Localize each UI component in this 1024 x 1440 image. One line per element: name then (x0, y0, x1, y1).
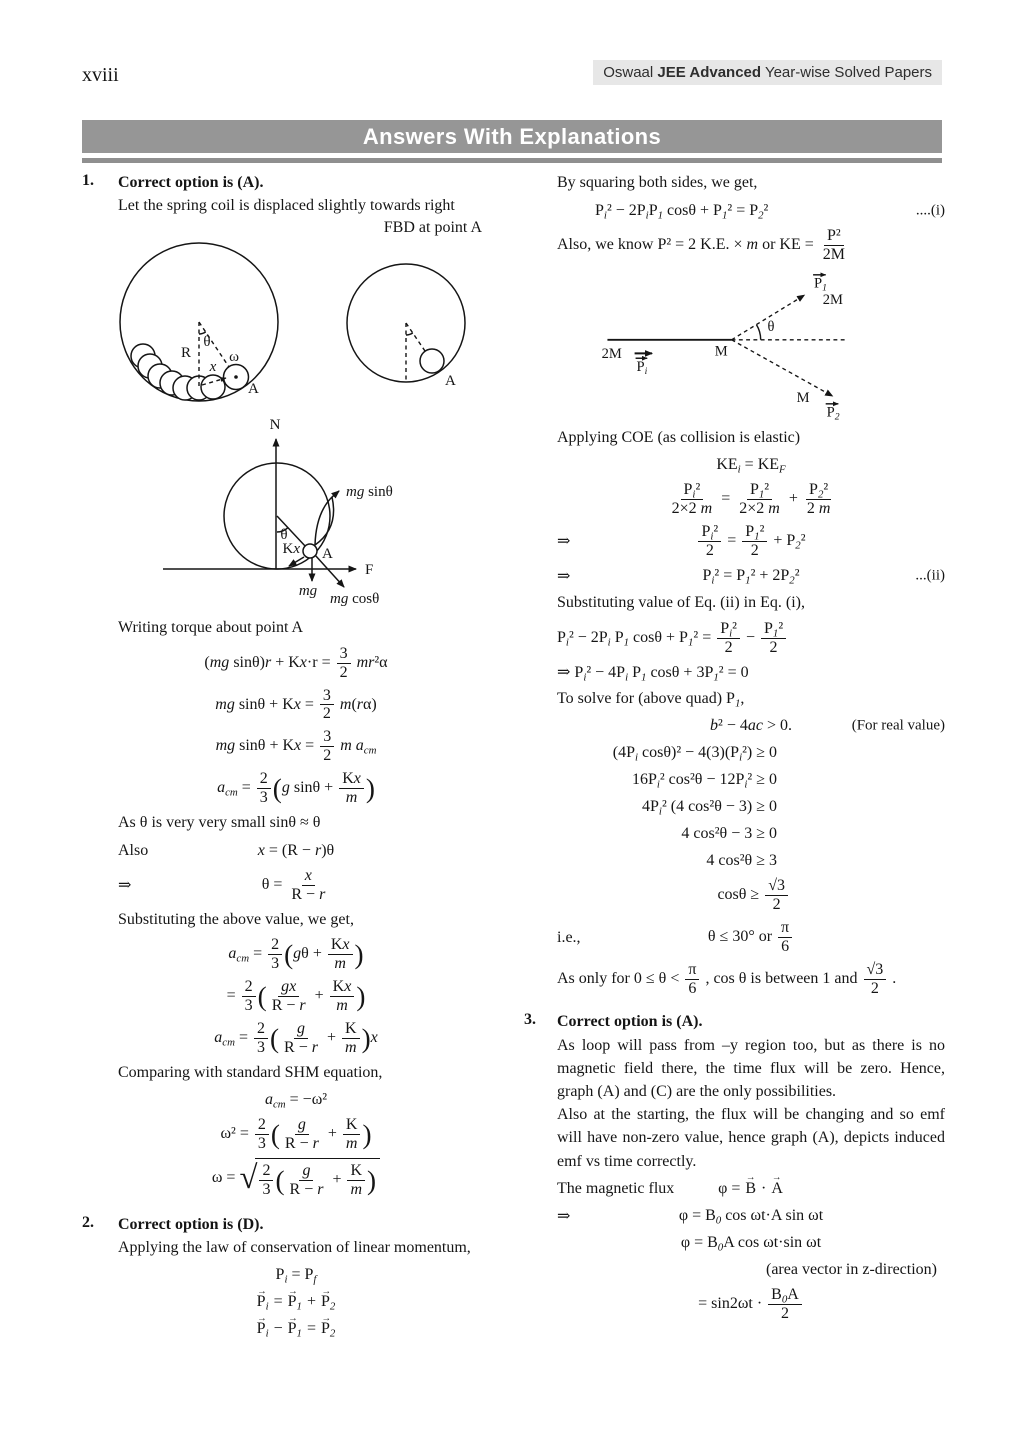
answer-item-3 (524, 1011, 945, 1328)
equation-line: ($4P_i$ $\cos\theta)^2 - 4(3)(P_i^2) \ge 0$ (612, 744, 777, 764)
label-mass-1: 2M (822, 291, 843, 308)
equation-line: $P_i = P_f$ (275, 1266, 317, 1286)
fbd-caption: FBD at point A (383, 219, 482, 237)
equation-line: i.e., θ ≤ 30° or $\frac{\pi}{6}$ (557, 919, 945, 956)
equation-line: As only for 0 ≤ θ < $\frac{\pi}{6}$ , cos θ is between 1 and $\frac{√3}{2}$ . (557, 961, 897, 997)
equation-line: cosθ ≥ $\frac{√3}{2}$ (557, 877, 945, 914)
brand-bold: JEE Advanced (657, 64, 762, 81)
small-angle-text: As θ is very very small sinθ ≈ θ (118, 814, 321, 831)
equation-line: ω² = $\frac{2}{3}$ ( $\frac{g}{R - r}$ + $\frac{K}{m}$ ) (220, 1116, 372, 1153)
label-A: A (322, 546, 333, 563)
answer-item-2-continued (524, 172, 945, 1003)
equation-line: b² − 4ac > 0. (For real value) (710, 717, 945, 735)
label-mass-incoming: 2M (601, 345, 622, 362)
page-header (82, 60, 942, 85)
intro-line: Applying the law of conservation of linear momentum, (118, 1238, 471, 1256)
label-N: N (269, 417, 281, 434)
equation-line: → $P_i$ − → $P_1$ = → $P_2$ (256, 1312, 336, 1340)
equation-line: $16P_i^2$ $\cos^2\theta - 12P_i^2 \ge 0$ (631, 771, 777, 791)
equation-line: 4 cos²θ ≥ 3 (706, 852, 777, 870)
page-number: xviii (82, 64, 119, 86)
substitute-text: Substituting the above value, we get, (118, 910, 354, 928)
equation-line: ⇒ $\frac{P_i^2}{2}$ = $\frac{P_1^2}{2}$ + $P_2^2$ (557, 523, 806, 559)
right-column (524, 170, 945, 1328)
label-x: x (209, 359, 217, 376)
brand-box (593, 60, 942, 85)
label-theta: θ (280, 527, 288, 544)
quadratic-equations (557, 620, 945, 998)
equation-line: = $\frac{2}{3}$ ( $\frac{gx}{R - r}$ + $\frac{Kx}{m}$ ) (226, 978, 366, 1014)
item-number-spacer (524, 172, 557, 1003)
equation-line: $a_{cm}$ = $\frac{2}{3}$ (g sinθ + $\frac{Kx}{m}$ ) (217, 770, 375, 807)
section-banner (82, 120, 942, 153)
momentum-equations (118, 1264, 510, 1340)
answer-item-2 (82, 1214, 510, 1345)
label-P1: $P_1$ (814, 274, 827, 293)
squaring-text: By squaring both sides, we get, (557, 174, 758, 191)
torque-equations (118, 645, 510, 807)
equation-line: ⇒ $P_i^2 = P_1^2 + 2P_2^2$ ...(ii) (557, 566, 945, 587)
coe-equations (557, 454, 945, 587)
equation-line: $a_{cm}$ = $\frac{2}{3}$ (gθ + $\frac{Kx}{m}$ ) (228, 936, 364, 973)
equation-line: ⇒ $\varphi = B_0$ cos ωt·A sin ωt (557, 1206, 824, 1226)
equation-line: ⇒ $P_i^2 - 4P_i$ $P_1$ $\cos\theta + 3P_1^2 = 0$ (557, 664, 749, 684)
label-theta: θ (203, 334, 211, 351)
label-F: F (365, 562, 374, 579)
equation-line: ⇒ θ = $\frac{x}{R - r}$ (118, 866, 326, 903)
equation-line: To solve for (above quad) $P_1$, (557, 690, 745, 710)
label-mg: mg (298, 583, 318, 600)
label-A: A (248, 381, 259, 398)
torque-text: Writing torque about point A (118, 619, 304, 637)
left-column (82, 170, 510, 1345)
equation-line: → $P_i$ = → $P_1$ + → $P_2$ (256, 1285, 336, 1313)
equation-line: mg sinθ + Kx = $\frac{3}{2}$ m(rα) (215, 686, 377, 723)
equation-line: Also, we know P² = 2 K.E. × m or KE = $\frac{\text{P²}}{2M}$ (557, 226, 845, 263)
ball (420, 349, 444, 373)
equation-line: 4 cos²θ − 3 ≥ 0 (681, 825, 777, 843)
label-mg-cos: mg cosθ (330, 591, 380, 608)
also-equations (118, 840, 510, 904)
item-number: 1. (82, 172, 94, 189)
intro-line: Let the spring coil is displaced slightly towards right (118, 196, 455, 214)
spring-circle-diagram (118, 239, 538, 417)
item-body (557, 1011, 945, 1328)
equation-line: $4P_i^2$ (4 cos²θ − 3) ≥ 0 (642, 798, 777, 818)
equation-line: $\varphi = B_0A$ cos ωt·sin ωt (680, 1233, 822, 1253)
brand-post: Year-wise Solved Papers (761, 64, 932, 81)
collision-diagram (557, 269, 945, 427)
label-mass-2: M (796, 389, 810, 406)
coe-text: Applying COE (as collision is elastic) (557, 428, 801, 446)
label-theta: θ (767, 318, 775, 335)
equation-line: The magnetic flux φ = → B · → A (557, 1171, 783, 1197)
equation-line: $P_i^2 - 2P_i$ $P_1$ $\cos\theta + P_1^2$ = $\frac{P_i^2}{2}$ − $\frac{P_1^2}{2}$ (557, 620, 945, 657)
force-diagram-group (163, 417, 393, 607)
fbd-circle (347, 264, 465, 389)
answer-heading: Correct option is (D). (118, 1216, 264, 1234)
equation-line: mg sinθ + Kx = $\frac{3}{2}$ m $a_{cm}$ (215, 728, 377, 765)
label-R: R (180, 345, 191, 362)
equation-line: $\frac{P_i^2}{2\times 2 m}$ = $\frac{P_1^2}{2\times 2 m}$ + $\frac{P_2^2}{2 m}$ (671, 481, 831, 518)
squared-equations (557, 200, 945, 264)
equation-line: (mg sinθ)r + Kx·r = $\frac{3}{2}$ mr²α (204, 644, 388, 681)
label-P2: $P_2$ (826, 403, 840, 422)
label-Kx: Kx (282, 541, 300, 558)
banner-title: Answers With Explanations (362, 123, 662, 149)
shm-text: Comparing with standard SHM equation, (118, 1063, 383, 1081)
substituted-equations (118, 936, 510, 1056)
label-omega: ω (229, 349, 239, 366)
item-number: 3. (524, 1010, 536, 1028)
equation-line: $a_{cm} = -\omega^2$ (264, 1091, 328, 1111)
force-diagram (118, 417, 538, 617)
item-body (118, 172, 510, 1204)
equation-line: $P_i^2 - 2P_iP_1$ $\cos\theta + P_1^2 = P_2^2$ ....(i) (595, 201, 945, 221)
item-number: 2. (82, 1214, 94, 1232)
explanation-paragraph: As loop will pass from –y region too, but as there is no magnetic field there, the time flux will be zero. Hence, graph (A) and (C) are the only possibilities. (557, 1036, 945, 1100)
item-body (118, 1214, 510, 1345)
collision-diagram-group (602, 274, 846, 422)
brand-pre: Oswaal (603, 64, 658, 81)
substitute-text: Substituting value of Eq. (ii) in Eq. (i), (557, 593, 805, 611)
label-mg-sin: mg sinθ (346, 484, 393, 501)
label-A: A (445, 373, 456, 390)
equation-line: ω = √ $\frac{2}{3}$ ( $\frac{g}{R - r}$ + $\frac{K}{m}$ ) (118, 1158, 510, 1199)
label-M-junction: M (714, 342, 728, 359)
flux-equations (557, 1171, 945, 1323)
equation-line: Also x = (R − r)θ (118, 841, 335, 859)
answer-heading: Correct option is (A). (557, 1012, 703, 1030)
answer-heading: Correct option is (A). (118, 174, 264, 191)
equation-line: (area vector in z-direction) (765, 1260, 937, 1278)
banner-rule (82, 157, 942, 163)
equation-line: $a_{cm}$ = $\frac{2}{3}$ ( $\frac{g}{R - r}$ + $\frac{K}{m}$ )x (214, 1019, 378, 1056)
shm-equations (118, 1089, 510, 1199)
answer-item-1 (82, 172, 510, 1204)
item-body (557, 172, 945, 1003)
equation-line: = sin2ωt · $\frac{B_0A}{2}$ (557, 1286, 945, 1323)
label-Pi: $P_i$ (636, 358, 648, 377)
big-circle-with-spring (120, 243, 278, 401)
two-column-content (82, 170, 945, 1345)
explanation-paragraph: Also at the starting, the flux will be changing and so emf will have non-zero value, hence graph (A), depicts induced emf vs time correctly. (557, 1106, 945, 1170)
equation-line: $KE_i = KE_F$ (716, 456, 786, 476)
